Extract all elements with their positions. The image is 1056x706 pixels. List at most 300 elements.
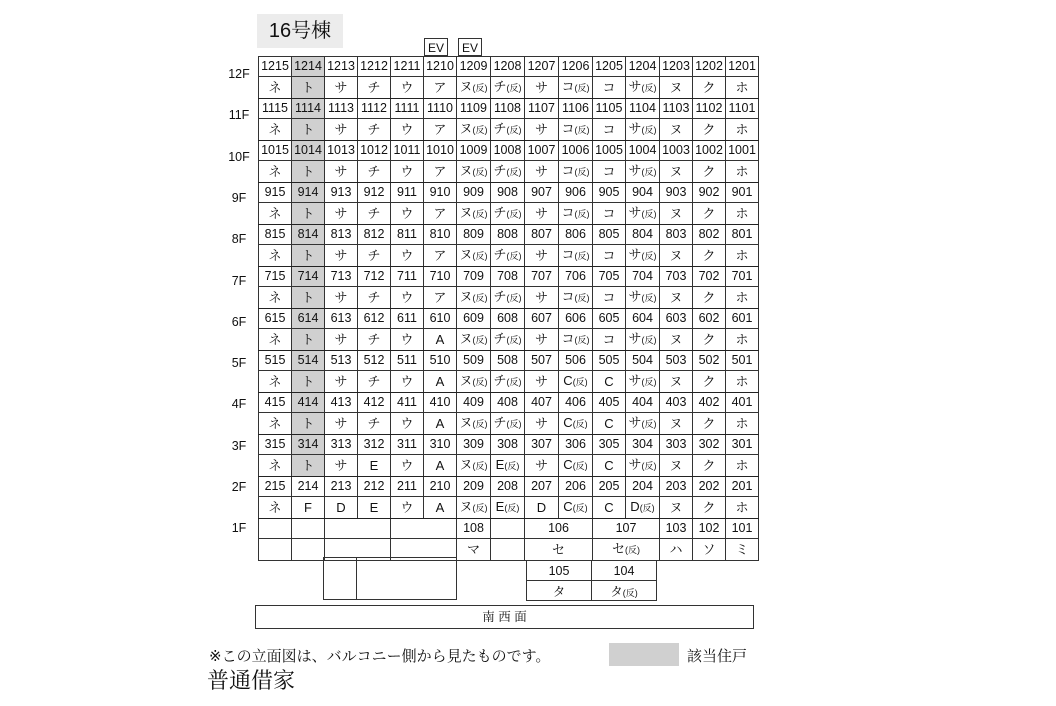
unit-type: サ(反) [626,245,660,267]
unit-type: ホ [726,245,759,267]
unit-type: ク [693,203,726,225]
facade-label: 南 西 面 [255,605,754,629]
unit-type: ネ [259,161,292,183]
unit-number: 801 [726,225,759,245]
unit-type: コ(反) [559,287,593,309]
empty-cell [491,519,525,539]
unit-type: サ [525,455,559,477]
unit-type: ヌ(反) [457,329,491,351]
unit-number: 315 [259,435,292,455]
unit-type: ト [292,455,325,477]
unit-type: C(反) [559,371,593,393]
unit-number: 106 [525,519,593,539]
unit-number: 413 [325,393,358,413]
unit-number: 1012 [358,141,391,161]
unit-type: チ [358,161,391,183]
unit-type: ウ [391,413,424,435]
unit-type: タ [527,581,592,601]
unit-number: 1006 [559,141,593,161]
unit-number: 807 [525,225,559,245]
unit-number: 102 [693,519,726,539]
unit-number: 607 [525,309,559,329]
unit-number: 201 [726,477,759,497]
unit-type: サ(反) [626,77,660,99]
unit-type: ト [292,371,325,393]
unit-number: 503 [660,351,693,371]
unit-number: 1211 [391,57,424,77]
empty-cell [292,519,325,539]
unit-number: 901 [726,183,759,203]
unit-type: サ(反) [626,203,660,225]
unit-type: ホ [726,455,759,477]
unit-number: 813 [325,225,358,245]
unit-type: チ [358,287,391,309]
unit-type: サ(反) [626,455,660,477]
note-text: ※この立面図は、バルコニー側から見たものです。 [209,648,551,665]
floor-label: 11F [228,108,250,123]
unit-type: コ [593,203,626,225]
legend-label: 該当住戸 [687,648,748,665]
unit-number: 812 [358,225,391,245]
unit-type: サ [325,77,358,99]
unit-type: ア [424,245,457,267]
unit-type: ウ [391,371,424,393]
unit-number: 609 [457,309,491,329]
unit-number: 1108 [491,99,525,119]
empty-cell [259,519,292,539]
unit-type: チ [358,203,391,225]
unit-type: D [525,497,559,519]
unit-type: ネ [259,455,292,477]
unit-number: 808 [491,225,525,245]
floor-label: 4F [231,397,247,412]
elevator-label: EV [458,38,482,56]
unit-type: ネ [259,329,292,351]
unit-number: 215 [259,477,292,497]
unit-type: ウ [391,161,424,183]
unit-type: ア [424,119,457,141]
unit-type: ネ [259,287,292,309]
unit-number: 1002 [693,141,726,161]
unit-number: 101 [726,519,759,539]
unit-number: 310 [424,435,457,455]
unit-type: チ(反) [491,371,525,393]
unit-number: 603 [660,309,693,329]
unit-number: 302 [693,435,726,455]
unit-number: 206 [559,477,593,497]
unit-type: サ [325,287,358,309]
unit-type: サ [525,329,559,351]
unit-number: 906 [559,183,593,203]
unit-type: ヌ [660,203,693,225]
unit-type: ヌ [660,413,693,435]
unit-number: 209 [457,477,491,497]
unit-type: ト [292,329,325,351]
unit-number: 307 [525,435,559,455]
unit-number: 805 [593,225,626,245]
unit-type: ホ [726,161,759,183]
unit-number: 414 [292,393,325,413]
unit-type: コ [593,119,626,141]
floor-label: 7F [231,273,247,288]
unit-type: ア [424,161,457,183]
unit-type: サ(反) [626,329,660,351]
unit-type: チ(反) [491,161,525,183]
unit-number: 907 [525,183,559,203]
unit-number: 1210 [424,57,457,77]
legend-swatch [609,643,679,666]
unit-type: ホ [726,329,759,351]
unit-number: 1007 [525,141,559,161]
unit-number: 1004 [626,141,660,161]
unit-number: 608 [491,309,525,329]
unit-type: ヌ(反) [457,203,491,225]
unit-number: 504 [626,351,660,371]
unit-number: 914 [292,183,325,203]
unit-number: 613 [325,309,358,329]
floor-label: 3F [231,438,247,453]
unit-number: 404 [626,393,660,413]
unit-number: 814 [292,225,325,245]
unit-number: 513 [325,351,358,371]
unit-type: サ [525,119,559,141]
unit-type: ト [292,119,325,141]
unit-type: ク [693,329,726,351]
elevator-label: EV [424,38,448,56]
unit-number: 305 [593,435,626,455]
unit-number: 709 [457,267,491,287]
unit-type: ホ [726,203,759,225]
unit-type: ク [693,455,726,477]
unit-type: サ [525,413,559,435]
unit-number: 1201 [726,57,759,77]
unit-type: サ [325,245,358,267]
footer-title: 普通借家 [207,668,296,693]
unit-number: 1011 [391,141,424,161]
unit-type: F [292,497,325,519]
unit-number: 505 [593,351,626,371]
unit-number: 614 [292,309,325,329]
unit-type: チ [358,371,391,393]
unit-type: ア [424,203,457,225]
unit-type: A [424,413,457,435]
unit-type: チ [358,77,391,99]
unit-number: 1207 [525,57,559,77]
unit-number: 912 [358,183,391,203]
unit-number: 1010 [424,141,457,161]
unit-number: 103 [660,519,693,539]
floor-label: 10F [228,149,250,164]
unit-number: 502 [693,351,726,371]
unit-type: サ(反) [626,287,660,309]
unit-number: 411 [391,393,424,413]
unit-number: 713 [325,267,358,287]
unit-type: ヌ [660,161,693,183]
unit-number: 514 [292,351,325,371]
unit-type: ク [693,77,726,99]
unit-type: サ [525,371,559,393]
unit-type: ウ [391,203,424,225]
unit-number: 615 [259,309,292,329]
unit-number: 311 [391,435,424,455]
unit-type: ホ [726,119,759,141]
unit-number: 510 [424,351,457,371]
unit-number: 213 [325,477,358,497]
unit-type: ア [424,287,457,309]
unit-number: 212 [358,477,391,497]
elevation-grid [258,56,759,561]
unit-number: 708 [491,267,525,287]
unit-type: サ(反) [626,119,660,141]
unit-number: 1111 [391,99,424,119]
unit-type: ヌ [660,455,693,477]
unit-type: サ [325,119,358,141]
unit-type: コ [593,329,626,351]
unit-type: ヌ(反) [457,497,491,519]
unit-number: 712 [358,267,391,287]
unit-number: 312 [358,435,391,455]
empty-cell [259,539,292,561]
unit-number: 1005 [593,141,626,161]
unit-number: 1113 [325,99,358,119]
unit-type: ネ [259,77,292,99]
unit-type: ネ [259,371,292,393]
unit-number: 601 [726,309,759,329]
unit-type: C [593,455,626,477]
unit-type: サ [325,203,358,225]
unit-number: 1203 [660,57,693,77]
floor-label: 2F [231,480,247,494]
unit-type: E [358,455,391,477]
unit-type: C(反) [559,413,593,435]
unit-type: コ(反) [559,203,593,225]
unit-type: ミ [726,539,759,561]
unit-type: コ [593,245,626,267]
unit-number: 811 [391,225,424,245]
unit-type: ウ [391,77,424,99]
unit-type: C [593,371,626,393]
unit-type: ヌ [660,329,693,351]
unit-type: E [358,497,391,519]
unit-type: ウ [391,287,424,309]
unit-type: ヌ [660,77,693,99]
unit-number: 902 [693,183,726,203]
lower-left-divider [356,557,357,600]
unit-type: チ(反) [491,203,525,225]
floor-label: 5F [231,356,247,371]
unit-number: 207 [525,477,559,497]
unit-number: 1213 [325,57,358,77]
unit-number: 306 [559,435,593,455]
unit-type: ネ [259,245,292,267]
empty-cell [391,519,457,539]
unit-type: サ [325,413,358,435]
unit-type: サ [525,203,559,225]
unit-type: チ [358,245,391,267]
lower-left-box [323,557,457,600]
unit-type: チ(反) [491,287,525,309]
unit-number: 204 [626,477,660,497]
unit-type: ク [693,497,726,519]
unit-number: 611 [391,309,424,329]
unit-type: ヌ(反) [457,455,491,477]
unit-number: 412 [358,393,391,413]
unit-type: ヌ [660,497,693,519]
unit-type: ウ [391,329,424,351]
unit-number: 1013 [325,141,358,161]
unit-type: ネ [259,413,292,435]
unit-number: 205 [593,477,626,497]
unit-type: ウ [391,455,424,477]
unit-type: ク [693,413,726,435]
unit-number: 911 [391,183,424,203]
unit-type: ホ [726,287,759,309]
unit-type: ト [292,413,325,435]
empty-cell [491,539,525,561]
unit-number: 314 [292,435,325,455]
unit-type: サ(反) [626,413,660,435]
unit-number: 409 [457,393,491,413]
unit-type: ネ [259,203,292,225]
unit-type: ヌ [660,371,693,393]
unit-number: 810 [424,225,457,245]
unit-number: 214 [292,477,325,497]
unit-type: ソ [693,539,726,561]
unit-number: 1209 [457,57,491,77]
unit-type: チ(反) [491,245,525,267]
unit-type: サ [325,371,358,393]
unit-type: コ [593,77,626,99]
unit-number: 1208 [491,57,525,77]
unit-type: ヌ(反) [457,77,491,99]
unit-number: 108 [457,519,491,539]
unit-number: 1112 [358,99,391,119]
unit-type: E(反) [491,497,525,519]
unit-type: E(反) [491,455,525,477]
unit-type: ク [693,371,726,393]
unit-type: セ [525,539,593,561]
unit-type: セ(反) [593,539,660,561]
unit-number: 415 [259,393,292,413]
unit-type: チ(反) [491,329,525,351]
unit-number: 913 [325,183,358,203]
unit-number: 1015 [259,141,292,161]
unit-type: ヌ [660,245,693,267]
unit-type: D [325,497,358,519]
unit-number: 1214 [292,57,325,77]
unit-number: 501 [726,351,759,371]
unit-type: ア [424,77,457,99]
unit-number: 1102 [693,99,726,119]
unit-number: 606 [559,309,593,329]
unit-number: 410 [424,393,457,413]
unit-number: 915 [259,183,292,203]
unit-type: ウ [391,497,424,519]
unit-number: 1101 [726,99,759,119]
unit-number: 1110 [424,99,457,119]
unit-number: 802 [693,225,726,245]
unit-number: 203 [660,477,693,497]
unit-number: 515 [259,351,292,371]
unit-type: ハ [660,539,693,561]
unit-number: 402 [693,393,726,413]
unit-type: C [593,413,626,435]
unit-type: C(反) [559,497,593,519]
unit-type: サ [525,161,559,183]
unit-type: ウ [391,119,424,141]
unit-type: ホ [726,413,759,435]
unit-type: サ [525,287,559,309]
unit-number: 905 [593,183,626,203]
unit-type: ホ [726,497,759,519]
unit-number: 407 [525,393,559,413]
floor-label: 12F [228,67,250,81]
unit-number: 509 [457,351,491,371]
unit-number: 202 [693,477,726,497]
unit-type: ト [292,287,325,309]
unit-number: 704 [626,267,660,287]
unit-number: 508 [491,351,525,371]
unit-type: コ [593,161,626,183]
unit-type: コ [593,287,626,309]
unit-number: 711 [391,267,424,287]
unit-type: サ [325,455,358,477]
unit-number: 1212 [358,57,391,77]
unit-number: 707 [525,267,559,287]
unit-number: 210 [424,477,457,497]
unit-type: ク [693,287,726,309]
unit-type: チ [358,329,391,351]
unit-type: タ(反) [592,581,657,601]
unit-type: C [593,497,626,519]
unit-type: ク [693,161,726,183]
unit-number: 507 [525,351,559,371]
unit-number: 304 [626,435,660,455]
unit-type: マ [457,539,491,561]
unit-number: 705 [593,267,626,287]
unit-type: ヌ(反) [457,371,491,393]
unit-number: 702 [693,267,726,287]
unit-number: 1103 [660,99,693,119]
unit-number: 909 [457,183,491,203]
unit-type: A [424,371,457,393]
floor-label: 8F [231,232,247,247]
unit-number: 605 [593,309,626,329]
unit-number: 512 [358,351,391,371]
unit-number: 401 [726,393,759,413]
unit-type: ヌ [660,287,693,309]
unit-number: 806 [559,225,593,245]
unit-type: ヌ(反) [457,413,491,435]
unit-number: 1104 [626,99,660,119]
unit-type: サ(反) [626,161,660,183]
unit-number: 701 [726,267,759,287]
unit-type: コ(反) [559,245,593,267]
unit-type: ヌ [660,119,693,141]
unit-type: コ(反) [559,77,593,99]
unit-number: 1206 [559,57,593,77]
unit-type: ネ [259,119,292,141]
unit-number: 107 [593,519,660,539]
unit-type: サ [525,245,559,267]
unit-number: 809 [457,225,491,245]
unit-number: 301 [726,435,759,455]
unit-type: A [424,497,457,519]
unit-type: サ [525,77,559,99]
unit-number: 910 [424,183,457,203]
unit-number: 211 [391,477,424,497]
unit-type: ホ [726,371,759,393]
